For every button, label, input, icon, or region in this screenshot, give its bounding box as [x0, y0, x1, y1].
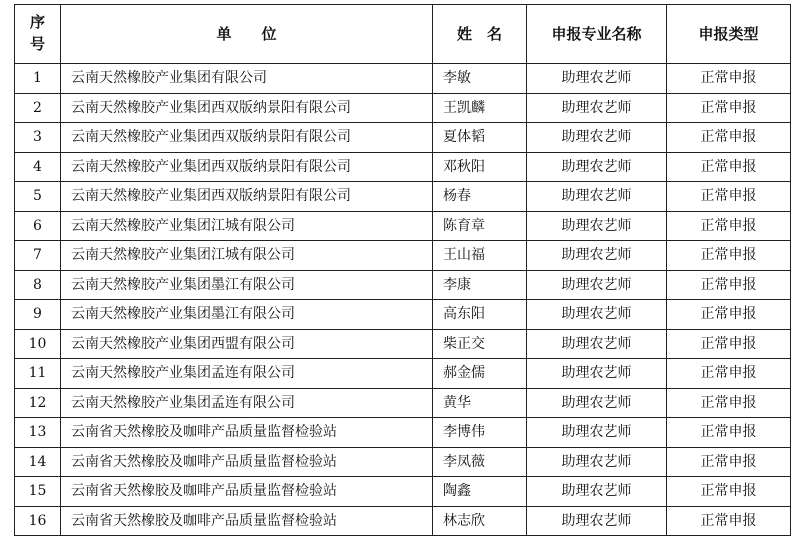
cell-name: 高东阳 [433, 300, 527, 330]
cell-name: 郝金儒 [433, 359, 527, 389]
table-row [15, 123, 791, 153]
table-row [15, 447, 791, 477]
cell-major: 助理农艺师 [527, 329, 667, 359]
cell-major: 助理农艺师 [527, 123, 667, 153]
cell-name: 林志欣 [433, 506, 527, 536]
cell-major: 助理农艺师 [527, 152, 667, 182]
table-row [15, 300, 791, 330]
cell-seq: 11 [15, 359, 61, 389]
cell-name: 王山福 [433, 241, 527, 271]
cell-major: 助理农艺师 [527, 388, 667, 418]
cell-unit: 云南省天然橡胶及咖啡产品质量监督检验站 [61, 447, 433, 477]
cell-major: 助理农艺师 [527, 182, 667, 212]
cell-type: 正常申报 [667, 93, 791, 123]
cell-name: 陶鑫 [433, 477, 527, 507]
cell-type: 正常申报 [667, 418, 791, 448]
cell-unit: 云南天然橡胶产业集团西双版纳景阳有限公司 [61, 123, 433, 153]
table-row [15, 270, 791, 300]
cell-unit: 云南省天然橡胶及咖啡产品质量监督检验站 [61, 418, 433, 448]
cell-seq: 8 [15, 270, 61, 300]
cell-seq: 6 [15, 211, 61, 241]
table-body [15, 64, 791, 536]
cell-seq: 1 [15, 64, 61, 94]
cell-type: 正常申报 [667, 329, 791, 359]
cell-unit: 云南天然橡胶产业集团孟连有限公司 [61, 359, 433, 389]
cell-unit: 云南天然橡胶产业集团西盟有限公司 [61, 329, 433, 359]
cell-type: 正常申报 [667, 447, 791, 477]
cell-major: 助理农艺师 [527, 211, 667, 241]
table-row [15, 211, 791, 241]
cell-unit: 云南天然橡胶产业集团墨江有限公司 [61, 300, 433, 330]
cell-type: 正常申报 [667, 182, 791, 212]
cell-unit: 云南省天然橡胶及咖啡产品质量监督检验站 [61, 477, 433, 507]
cell-seq: 15 [15, 477, 61, 507]
table-row [15, 241, 791, 271]
cell-type: 正常申报 [667, 152, 791, 182]
cell-name: 杨春 [433, 182, 527, 212]
header-name: 姓 名 [433, 5, 527, 64]
cell-major: 助理农艺师 [527, 93, 667, 123]
cell-unit: 云南天然橡胶产业集团江城有限公司 [61, 241, 433, 271]
cell-type: 正常申报 [667, 359, 791, 389]
cell-major: 助理农艺师 [527, 241, 667, 271]
cell-type: 正常申报 [667, 300, 791, 330]
cell-type: 正常申报 [667, 388, 791, 418]
cell-type: 正常申报 [667, 123, 791, 153]
cell-major: 助理农艺师 [527, 300, 667, 330]
table-row [15, 359, 791, 389]
cell-name: 李博伟 [433, 418, 527, 448]
table-row [15, 388, 791, 418]
table-row [15, 477, 791, 507]
table-row [15, 93, 791, 123]
cell-major: 助理农艺师 [527, 477, 667, 507]
cell-unit: 云南天然橡胶产业集团西双版纳景阳有限公司 [61, 93, 433, 123]
cell-unit: 云南天然橡胶产业集团西双版纳景阳有限公司 [61, 152, 433, 182]
cell-name: 黄华 [433, 388, 527, 418]
cell-unit: 云南天然橡胶产业集团西双版纳景阳有限公司 [61, 182, 433, 212]
cell-unit: 云南天然橡胶产业集团墨江有限公司 [61, 270, 433, 300]
table-row [15, 418, 791, 448]
cell-seq: 4 [15, 152, 61, 182]
cell-seq: 2 [15, 93, 61, 123]
cell-seq: 13 [15, 418, 61, 448]
cell-major: 助理农艺师 [527, 64, 667, 94]
cell-major: 助理农艺师 [527, 506, 667, 536]
cell-unit: 云南天然橡胶产业集团有限公司 [61, 64, 433, 94]
applicant-table [14, 4, 791, 536]
cell-major: 助理农艺师 [527, 270, 667, 300]
cell-name: 夏体韬 [433, 123, 527, 153]
cell-name: 李敏 [433, 64, 527, 94]
table-row [15, 152, 791, 182]
header-type: 申报类型 [667, 5, 791, 64]
cell-name: 陈育章 [433, 211, 527, 241]
cell-seq: 12 [15, 388, 61, 418]
cell-type: 正常申报 [667, 64, 791, 94]
table-row [15, 182, 791, 212]
cell-name: 邓秋阳 [433, 152, 527, 182]
cell-seq: 16 [15, 506, 61, 536]
cell-seq: 14 [15, 447, 61, 477]
cell-type: 正常申报 [667, 211, 791, 241]
table-row [15, 64, 791, 94]
cell-name: 柴正交 [433, 329, 527, 359]
cell-type: 正常申报 [667, 477, 791, 507]
cell-unit: 云南省天然橡胶及咖啡产品质量监督检验站 [61, 506, 433, 536]
cell-unit: 云南天然橡胶产业集团孟连有限公司 [61, 388, 433, 418]
cell-type: 正常申报 [667, 506, 791, 536]
table-row [15, 329, 791, 359]
cell-seq: 9 [15, 300, 61, 330]
cell-name: 李康 [433, 270, 527, 300]
cell-seq: 5 [15, 182, 61, 212]
cell-type: 正常申报 [667, 241, 791, 271]
cell-seq: 7 [15, 241, 61, 271]
header-row [15, 5, 791, 64]
cell-major: 助理农艺师 [527, 359, 667, 389]
cell-seq: 10 [15, 329, 61, 359]
cell-name: 王凯麟 [433, 93, 527, 123]
header-major: 申报专业名称 [527, 5, 667, 64]
cell-major: 助理农艺师 [527, 418, 667, 448]
table-row [15, 506, 791, 536]
cell-type: 正常申报 [667, 270, 791, 300]
cell-seq: 3 [15, 123, 61, 153]
header-unit: 单 位 [61, 5, 433, 64]
cell-unit: 云南天然橡胶产业集团江城有限公司 [61, 211, 433, 241]
cell-major: 助理农艺师 [527, 447, 667, 477]
cell-name: 李凤薇 [433, 447, 527, 477]
header-seq: 序号 [15, 5, 61, 64]
